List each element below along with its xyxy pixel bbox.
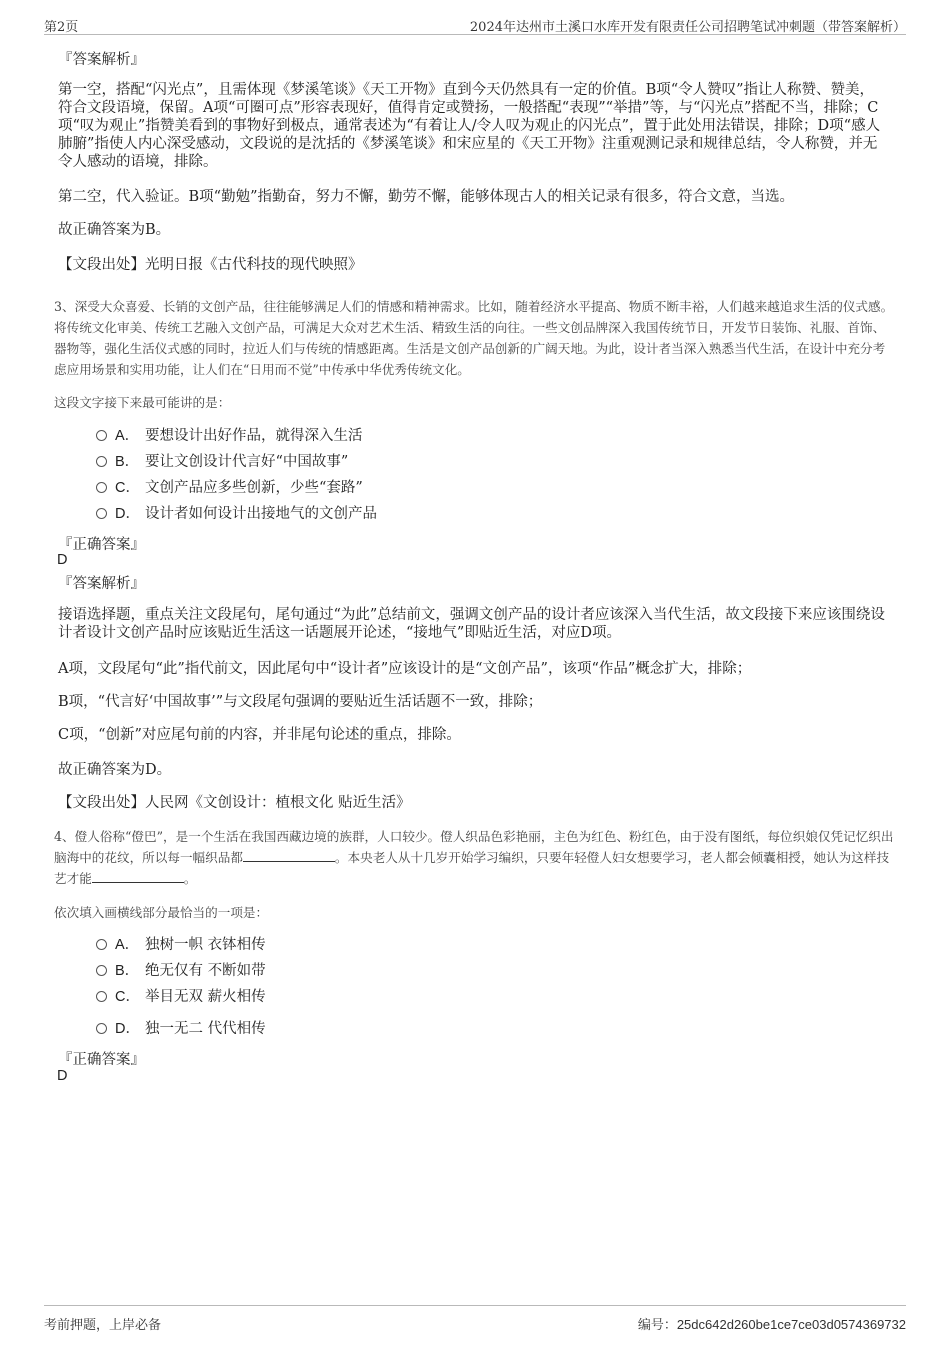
analysis-tag: 『答案解析』 xyxy=(58,52,145,68)
stem-text: 。 xyxy=(183,871,197,886)
option-text: 要让文创设计代言好“中国故事” xyxy=(145,454,349,470)
question-stem: 3、深受大众喜爱、长销的文创产品，往往能够满足人们的情感和精神需求。比如，随着经济水平提高、物质不断丰裕，人们越来越追求生活的仪式感。将传统文化审美、传统工艺融入文创产品，可满足大众对艺术生活、精致生活的向往。一些文创品牌深入我国传统节日，开发节日装饰、礼服、首饰、器物等，强化生活仪式感的同时，拉近人们与传统的情感距离。生活是文创产品创新的广阔天地。为此，设计者当深入熟悉当代生活，在设计中充分考虑应用场景和实用功能，让人们在“日用而不觉”中传承中华优秀传统文化。 xyxy=(54,299,894,377)
radio-icon[interactable] xyxy=(96,991,107,1002)
correct-answer: D xyxy=(57,552,68,568)
analysis-paragraph: 接语选择题，重点关注文段尾句，尾句通过“为此”总结前文，强调文创产品的设计者应该深入当代生活，故文段接下来应该围绕设计者设计文创产品时应该贴近生活这一话题展开论述，“接地气”即贴近生活，对应D项。 xyxy=(58,607,885,641)
source-citation: 【文段出处】光明日报《古代科技的现代映照》 xyxy=(58,257,363,273)
question-prompt: 依次填入画横线部分最恰当的一项是： xyxy=(54,905,269,920)
option-b[interactable] xyxy=(96,961,266,981)
code-value: 25dc642d260be1ce7ce03d0574369732 xyxy=(676,1317,906,1332)
correct-answer-tag: 『正确答案』 xyxy=(58,1052,145,1068)
option-key: D． xyxy=(115,1021,140,1037)
option-c[interactable] xyxy=(96,987,266,1007)
option-text: 独树一帜 衣钵相传 xyxy=(145,937,266,953)
analysis-paragraph: 第二空，代入验证。B项“勤勉”指勤奋，努力不懈，勤劳不懈，能够体现古人的相关记录有很多，符合文意，当选。 xyxy=(58,189,794,205)
footer-slogan: 考前押题，上岸必备 xyxy=(44,1318,162,1333)
radio-icon[interactable] xyxy=(96,456,107,467)
option-a[interactable] xyxy=(96,426,363,446)
document-code xyxy=(638,1314,906,1333)
radio-icon[interactable] xyxy=(96,965,107,976)
option-c[interactable] xyxy=(96,478,363,498)
analysis-tag: 『答案解析』 xyxy=(58,576,145,592)
analysis-paragraph: A项，文段尾句“此”指代前文，因此尾句中“设计者”应该设计的是“文创产品”，该项“作品”概念扩大，排除； xyxy=(58,661,752,677)
source-citation: 【文段出处】人民网《文创设计：植根文化 贴近生活》 xyxy=(58,795,411,811)
fill-blank xyxy=(243,849,335,862)
analysis-paragraph: C项，“创新”对应尾句前的内容，并非尾句论述的重点，排除。 xyxy=(58,727,461,743)
option-d[interactable] xyxy=(96,1019,266,1039)
page-number: 第2页 xyxy=(44,20,79,35)
option-d[interactable] xyxy=(96,504,377,524)
radio-icon[interactable] xyxy=(96,482,107,493)
question-stem xyxy=(54,826,896,889)
option-b[interactable] xyxy=(96,452,348,472)
analysis-paragraph: 第一空，搭配“闪光点”，且需体现《梦溪笔谈》《天工开物》直到今天仍然具有一定的价值。B项“令人赞叹”指让人称赞、赞美，符合文段语境，保留。A项“可圈可点”形容表现好，值得肯定或赞扬，一般搭配“表现”“举措”等，与“闪光点”搭配不当，排除；C项“叹为观止”指赞美看到的事物好到极点，通常表述为“有着让人/令人叹为观止的闪光点”，置于此处用法错误，排除；D项“感人肺腑”指使人内心深受感动，文段说的是沈括的《梦溪笔谈》和宋应星的《天工开物》注重观测记录和规律总结，令人称赞，并无令人感动的语境，排除。 xyxy=(58,82,881,170)
option-key: B． xyxy=(115,963,140,979)
option-text: 举目无双 薪火相传 xyxy=(145,989,266,1005)
option-text: 要想设计出好作品，就得深入生活 xyxy=(145,428,363,444)
question-prompt: 这段文字接下来最可能讲的是： xyxy=(54,395,231,410)
option-key: A． xyxy=(115,937,140,953)
radio-icon[interactable] xyxy=(96,430,107,441)
radio-icon[interactable] xyxy=(96,939,107,950)
page-footer xyxy=(44,1305,906,1333)
correct-answer: D xyxy=(57,1068,68,1084)
code-label: 编号： xyxy=(637,1318,677,1333)
correct-answer-tag: 『正确答案』 xyxy=(58,537,145,553)
option-text: 独一无二 代代相传 xyxy=(145,1021,266,1037)
analysis-paragraph: B项，“代言好‘中国故事’”与文段尾句强调的要贴近生活话题不一致，排除； xyxy=(58,694,543,710)
fill-blank xyxy=(92,870,184,883)
stem-text: 。本央老人从十几岁开始学习编织，只要年轻僜人妇女想要学习，老人都会倾囊相授，她认为这样技艺才能 xyxy=(54,850,890,886)
option-key: C． xyxy=(115,480,140,496)
answer-conclusion: 故正确答案为D。 xyxy=(58,762,172,778)
option-text: 设计者如何设计出接地气的文创产品 xyxy=(145,506,377,522)
stem-text: 4、僜人俗称“僜巴”，是一个生活在我国西藏边境的族群，人口较少。僜人织品色彩艳丽，主色为红色、粉红色，由于没有图纸，每位织娘仅凭记忆织出脑海中的花纹，所以每一幅织品都 xyxy=(54,829,894,865)
option-key: D． xyxy=(115,506,140,522)
option-key: C． xyxy=(115,989,140,1005)
option-key: A． xyxy=(115,428,140,444)
option-text: 文创产品应多些创新，少些“套路” xyxy=(145,480,363,496)
answer-conclusion: 故正确答案为B。 xyxy=(58,222,171,238)
document-title: 2024年达州市土溪口水库开发有限责任公司招聘笔试冲刺题（带答案解析） xyxy=(469,20,906,35)
option-a[interactable] xyxy=(96,935,266,955)
radio-icon[interactable] xyxy=(96,1023,107,1034)
option-key: B． xyxy=(115,454,140,470)
radio-icon[interactable] xyxy=(96,508,107,519)
page-header xyxy=(44,14,906,35)
option-text: 绝无仅有 不断如带 xyxy=(145,963,266,979)
